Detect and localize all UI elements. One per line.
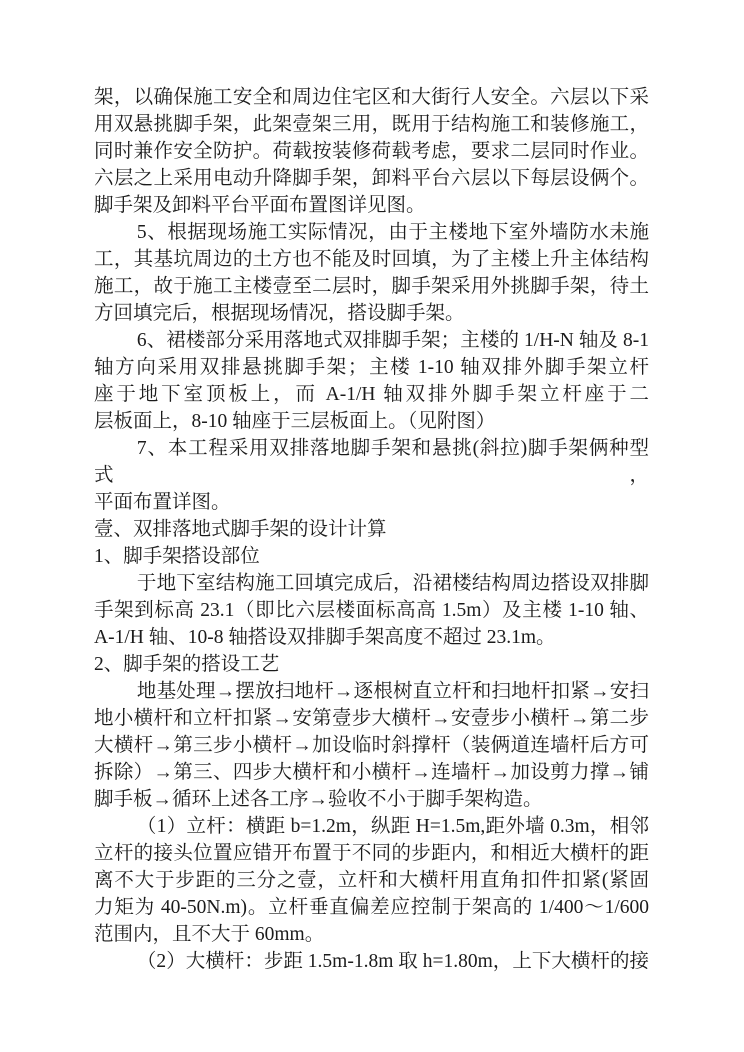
- text-line: 脚手板→循环上述各工序→验收不小于脚手架构造。: [94, 789, 543, 810]
- text-line: 轴方向采用双排悬挑脚手架；主楼 1-10 轴双排外脚手架立杆: [94, 357, 649, 378]
- text-line: 层板面上，8-10 轴座于三层板面上。（见附图）: [94, 411, 496, 432]
- para-intro-continuation: [94, 84, 649, 219]
- text-line: 于地下室结构施工回填完成后，沿裙楼结构周边搭设双排脚: [136, 573, 649, 594]
- para-setup-location: [94, 570, 649, 651]
- section-heading: 壹、双排落地式脚手架的设计计算: [94, 519, 387, 540]
- para-item-7: [94, 435, 649, 516]
- text-line: 施工，故于施工主楼壹至二层时，脚手架采用外挑脚手架，待土: [94, 276, 649, 297]
- text-line: 脚手架及卸料平台平面布置图详见图。: [94, 195, 426, 216]
- heading-section-yi: [94, 516, 649, 543]
- heading-item-1: [94, 543, 649, 570]
- text-line: 架，以确保施工安全和周边住宅区和大街行人安全。六层以下采: [94, 87, 649, 108]
- text-line: 6、裙楼部分采用落地式双排脚手架；主楼的 1/H-N 轴及 8-1: [136, 330, 649, 351]
- text-line: 立杆的接头位置应错开布置于不同的步距内，和相近大横杆的距: [94, 843, 649, 864]
- para-upright-poles: [94, 813, 649, 948]
- text-line: 六层之上采用电动升降脚手架，卸料平台六层以下每层设俩个。: [94, 168, 649, 189]
- para-large-horizontal-bars: [94, 948, 649, 975]
- sub-heading: 2、脚手架的搭设工艺: [94, 654, 280, 675]
- text-line: 平面布置详图。: [94, 492, 231, 513]
- text-line: 工，其基坑周边的土方也不能及时回填，为了主楼上升主体结构: [94, 249, 649, 270]
- para-item-5: [94, 219, 649, 327]
- para-item-6: [94, 327, 649, 435]
- text-line: 用双悬挑脚手架，此架壹架三用，既用于结构施工和装修施工，: [94, 114, 649, 135]
- text-line: （2）大横杆：步距 1.5m-1.8m 取 h=1.80m，上下大横杆的接: [136, 951, 649, 972]
- text-line: 离不大于步距的三分之壹，立杆和大横杆用直角扣件扣紧(紧固: [94, 870, 649, 891]
- text-line: 手架到标高 23.1（即比六层楼面标高高 1.5m）及主楼 1-10 轴、: [94, 600, 649, 621]
- text-line: 范围内，且不大于 60mm。: [94, 924, 325, 945]
- text-line: 座于地下室顶板上，而 A-1/H 轴双排外脚手架立杆座于二: [94, 384, 649, 405]
- heading-item-2: [94, 651, 649, 678]
- text-line: 地小横杆和立杆扣紧→安第壹步大横杆→安壹步小横杆→第二步: [94, 708, 649, 729]
- text-line: （1）立杆：横距 b=1.2m，纵距 H=1.5m,距外墙 0.3m，相邻: [136, 816, 649, 837]
- text-line: 大横杆→第三步小横杆→加设临时斜撑杆（装俩道连墙杆后方可: [94, 735, 649, 756]
- text-line: A-1/H 轴、10-8 轴搭设双排脚手架高度不超过 23.1m。: [94, 627, 556, 648]
- para-process-flow: [94, 678, 649, 813]
- text-line: 力矩为 40-50N.m)。立杆垂直偏差应控制于架高的 1/400～1/600: [94, 897, 649, 918]
- text-line: 拆除）→第三、四步大横杆和小横杆→连墙杆→加设剪力撑→铺: [94, 762, 649, 783]
- text-line: 同时兼作安全防护。荷载按装修荷载考虑，要求二层同时作业。: [94, 141, 649, 162]
- text-line: 7、本工程采用双排落地脚手架和悬挑(斜拉)脚手架俩种型式，: [94, 438, 649, 486]
- sub-heading: 1、脚手架搭设部位: [94, 546, 260, 567]
- text-line: 5、根据现场施工实际情况，由于主楼地下室外墙防水未施: [136, 222, 649, 243]
- text-line: 地基处理→摆放扫地杆→逐根树直立杆和扫地杆扣紧→安扫: [136, 681, 649, 702]
- text-line: 方回填完后，根据现场情况，搭设脚手架。: [94, 303, 465, 324]
